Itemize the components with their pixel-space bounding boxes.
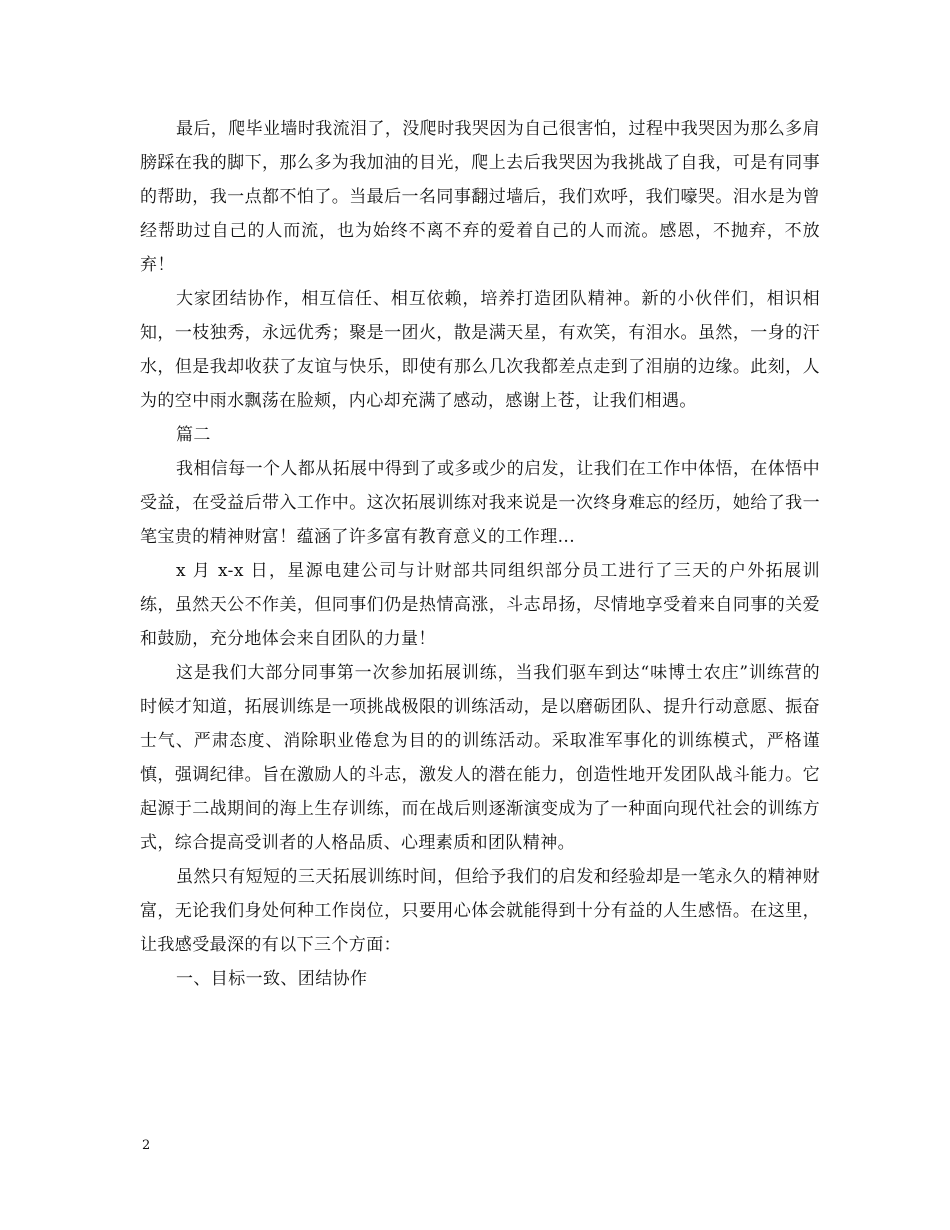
paragraph-three-aspects: 虽然只有短短的三天拓展训练时间，但给予我们的启发和经验却是一笔永久的精神财富，无论我们身处何种工作岗位，只要用心体会就能得到十分有益的人生感悟。在这里，让我感受最深的有以下三个方面： bbox=[140, 867, 820, 955]
paragraph-inspiration: 我相信每一个人都从拓展中得到了或多或少的启发，让我们在工作中体悟，在体悟中受益，在受益后带入工作中。这次拓展训练对我来说是一次终身难忘的经历，她给了我一笔宝贵的精神财富！蕴涵了许多富有教育意义的工作理... bbox=[140, 459, 820, 547]
document-body bbox=[140, 112, 820, 996]
paragraph-climbing-wall: 最后，爬毕业墙时我流泪了，没爬时我哭因为自己很害怕，过程中我哭因为那么多肩膀踩在我的脚下，那么多为我加油的目光，爬上去后我哭因为我挑战了自我，可是有同事的帮助，我一点都不怕了。当最后一名同事翻过墙后，我们欢呼，我们嚎哭。泪水是为曾经帮助过自己的人而流，也为始终不离不弃的爱着自己的人而流。感恩，不抛弃，不放弃！ bbox=[140, 119, 820, 275]
paragraph-training-description: 这是我们大部分同事第一次参加拓展训练，当我们驱车到达“味博士农庄”训练营的时候才知道，拓展训练是一项挑战极限的训练活动，是以磨砺团队、提升行动意愿、振奋士气、严肃态度、消除职业倦怠为目的的训练活动。采取准军事化的训练模式，严格谨慎，强调纪律。旨在激励人的斗志，激发人的潜在能力，创造性地开发团队战斗能力。它起源于二战期间的海上生存训练，而在战后则逐渐演变成为了一种面向现代社会的训练方式，综合提高受训者的人格品质、心理素质和团队精神。 bbox=[140, 663, 820, 853]
paragraph-training-date: x 月 x-x 日，星源电建公司与计财部共同组织部分员工进行了三天的户外拓展训练，虽然天公不作美，但同事们仍是热情高涨，斗志昂扬，尽情地享受着来自同事的关爱和鼓励，充分地体会来自团队的力量！ bbox=[140, 561, 820, 649]
subheading-goal-unity: 一、目标一致、团结协作 bbox=[176, 969, 368, 989]
section-heading-part-two: 篇二 bbox=[176, 425, 211, 445]
page-number: 2 bbox=[142, 1138, 151, 1153]
paragraph-team-spirit: 大家团结协作，相互信任、相互依赖，培养打造团队精神。新的小伙伴们，相识相知，一枝独秀，永远优秀；聚是一团火，散是满天星，有欢笑，有泪水。虽然，一身的汗水，但是我却收获了友谊与快乐，即使有那么几次我都差点走到了泪崩的边缘。此刻，人为的空中雨水飘荡在脸颊，内心却充满了感动，感谢上苍，让我们相遇。 bbox=[140, 289, 820, 411]
